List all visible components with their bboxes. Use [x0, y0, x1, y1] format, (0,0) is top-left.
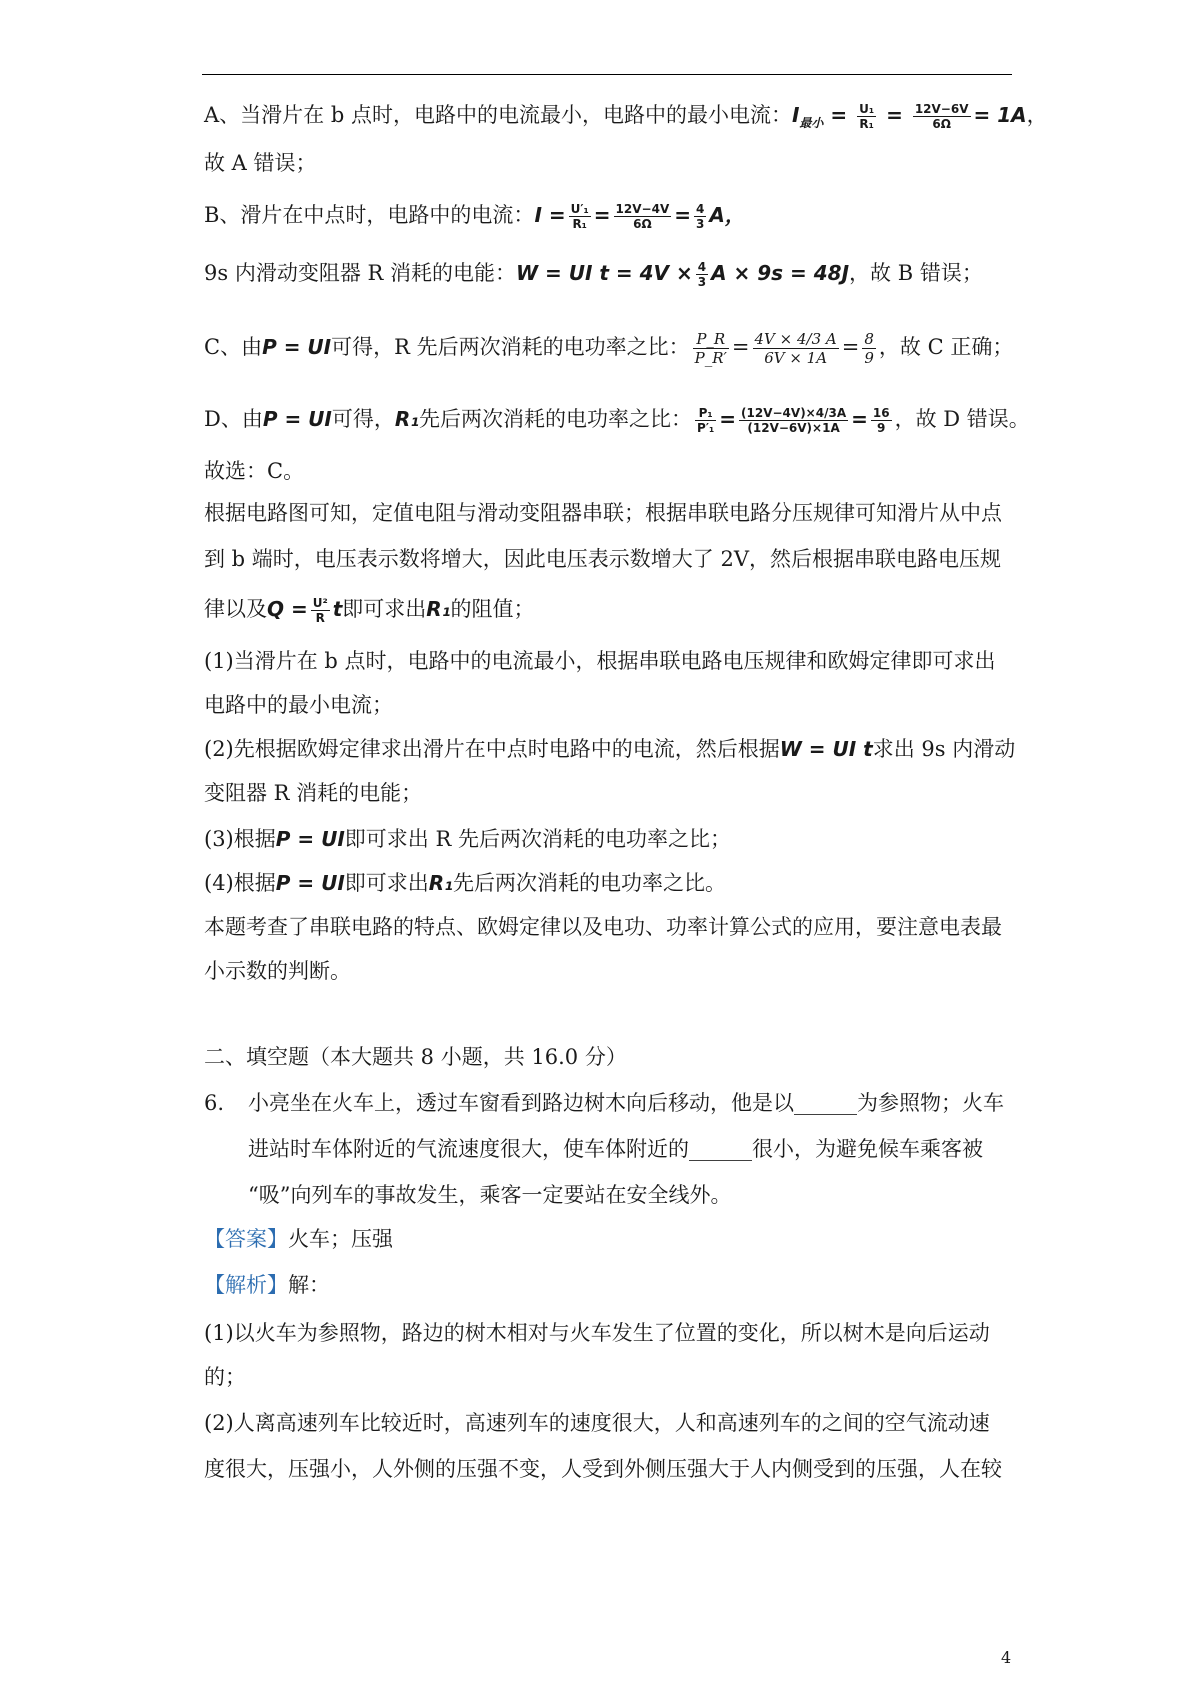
solution-2-line-1: (2)人离高速列车比较近时，高速列车的速度很大，人和高速列车的之间的空气流动速 — [204, 1411, 990, 1435]
summary-line-2: 小示数的判断。 — [204, 959, 351, 983]
selection-line: 故选：C。 — [204, 459, 305, 483]
formula-i-min: I — [791, 103, 800, 127]
fraction-u1prime-r1: $\frac{\text{U′₁}}{\text{R₁}}$ — [570, 202, 589, 231]
option-b-text: B、滑片在中点时，电路中的电流： — [204, 203, 535, 227]
option-d-line: D、由P = UI可得，R₁先后两次消耗的电功率之比： $\frac{\text{P₁}}{\text{P′₁}}$ = $\frac{(12V-4V)\times 4/3A}{(12V-6V)\times 1A}$ = $\frac{16}{9}$ ，故 D 错误。 — [204, 406, 1030, 435]
analysis-line-3: 律以及Q = $\frac{\text{U²}}{R}$ t即可求出R₁的阻值； — [204, 596, 535, 625]
question-6-number: 6. — [204, 1091, 225, 1115]
fraction-4-3: $\frac{4}{3}$ — [696, 202, 705, 231]
option-c-text: C、由 — [204, 335, 263, 359]
option-d-text: D、由 — [204, 407, 263, 431]
fraction-12v-4v: $\frac{12V-4V}{6\Omega}$ — [615, 202, 670, 231]
option-b-line: B、滑片在中点时，电路中的电流：I = $\frac{\text{U′₁}}{\text{R₁}}$ = $\frac{12V-4V}{6\Omega}$ = $\frac{4}{3}$ A， — [204, 202, 745, 231]
summary-line-1: 本题考查了串联电路的特点、欧姆定律以及电功、功率计算公式的应用，要注意电表最 — [204, 915, 1002, 939]
subscript-min: 最小 — [799, 116, 824, 131]
header-rule — [202, 74, 1012, 75]
formula-p-ui: P = UI — [262, 335, 332, 359]
page-number: 4 — [1001, 1648, 1012, 1667]
fraction-8-9: $\frac{8}{9}$ — [864, 330, 874, 367]
energy-text: 9s 内滑动变阻器 R 消耗的电能： — [204, 261, 516, 285]
answer-line — [204, 1224, 393, 1254]
option-a-text: A、当滑片在 b 点时，电路中的电流最小，电路中的最小电流： — [204, 103, 792, 127]
option-a-line: A、当滑片在 b 点时，电路中的电流最小，电路中的最小电流：$I_{最小}$ = $\frac{\text{U₁}}{\text{R₁}}$ = $\frac{12V-6V}{6\Omega}$ = 1A， — [204, 102, 1048, 131]
option-b-energy-line: 9s 内滑动变阻器 R 消耗的电能：W = UI t = 4V × $\frac{4}{3}$ A × 9s = 48J，故 B 错误； — [204, 260, 983, 289]
analysis-label-line: 【解析】解： — [204, 1273, 330, 1297]
fraction-u1-r1: $\frac{\text{U₁}}{\text{R₁}}$ — [859, 102, 875, 131]
question-6-line-3: “吸”向列车的事故发生，乘客一定要站在安全线外。 — [248, 1183, 732, 1207]
fraction-p1-p1prime: $\frac{\text{P₁}}{\text{P′₁}}$ — [697, 406, 715, 435]
formula-q: Q = — [267, 597, 308, 621]
step-1-line-2: 电路中的最小电流； — [204, 693, 393, 717]
step-1-line-1: (1)当滑片在 b 点时，电路中的电流最小，根据串联电路电压规律和欧姆定律即可求出 — [204, 649, 996, 673]
answer-label: 【答案】 — [204, 1227, 288, 1251]
solution-2-line-2: 度很大，压强小，人外侧的压强不变，人受到外侧压强大于人内侧受到的压强，人在较 — [204, 1457, 1002, 1481]
formula-i: I = — [534, 203, 566, 227]
analysis-label: 【解析】 — [204, 1273, 288, 1297]
answer-text: 火车；压强 — [288, 1227, 393, 1251]
analysis-line-2: 到 b 端时，电压表示数将增大，因此电压表示数增大了 2V，然后根据串联电路电压规 — [204, 547, 1001, 571]
fraction-16-9: $\frac{16}{9}$ — [872, 406, 890, 435]
option-c-line: C、由P = UI可得，R 先后两次消耗的电功率之比： $\frac{P\_R}{P\_R'}$ = $\frac{4V \times 4/3 A}{6V \times 1A}$ = $\frac{8}{9}$ ，故 C 正确； — [204, 330, 1014, 367]
solution-1-line-2: 的； — [204, 1365, 246, 1389]
fraction-d-compound: $\frac{(12V-4V)\times 4/3A}{(12V-6V)\times 1A}$ — [741, 406, 847, 435]
formula-w: W = UI t = 4V × — [515, 261, 693, 285]
fraction-4-3-w: $\frac{4}{3}$ — [697, 260, 707, 289]
option-a-conclusion: 故 A 错误； — [204, 151, 317, 175]
question-6-line-2: 进站时车体附近的气流速度很大，使车体附近的______很小，为避免候车乘客被 — [248, 1137, 983, 1161]
step-3-line: (3)根据P = UI即可求出 R 先后两次消耗的电功率之比； — [204, 827, 731, 851]
fraction-u2-r: $\frac{\text{U²}}{R}$ — [312, 596, 328, 625]
section-title: 二、填空题（本大题共 8 小题，共 16.0 分） — [204, 1045, 627, 1069]
fraction-12v-6v: $\frac{12V-6V}{6\Omega}$ — [914, 102, 969, 131]
formula-result-1a: = 1A — [973, 103, 1027, 127]
fraction-4v-6v: $\frac{4V \times 4/3 A}{6V \times 1A}$ — [754, 330, 837, 367]
step-2-line-1: (2)先根据欧姆定律求出滑片在中点时电路中的电流，然后根据W = UI t求出 9s 内滑动 — [204, 737, 1016, 761]
step-4-line: (4)根据P = UI即可求出R₁先后两次消耗的电功率之比。 — [204, 871, 726, 895]
question-6-line-1: 小亮坐在火车上，透过车窗看到路边树木向后移动，他是以______为参照物；火车 — [248, 1091, 1004, 1115]
step-2-line-2: 变阻器 R 消耗的电能； — [204, 781, 423, 805]
solution-1-line-1: (1)以火车为参照物，路边的树木相对与火车发生了位置的变化，所以树木是向后运动 — [204, 1321, 990, 1345]
fraction-pr-prprime: $\frac{P\_R}{P\_R'}$ — [694, 330, 727, 367]
analysis-line-1: 根据电路图可知，定值电阻与滑动变阻器串联；根据串联电路分压规律可知滑片从中点 — [204, 501, 1002, 525]
